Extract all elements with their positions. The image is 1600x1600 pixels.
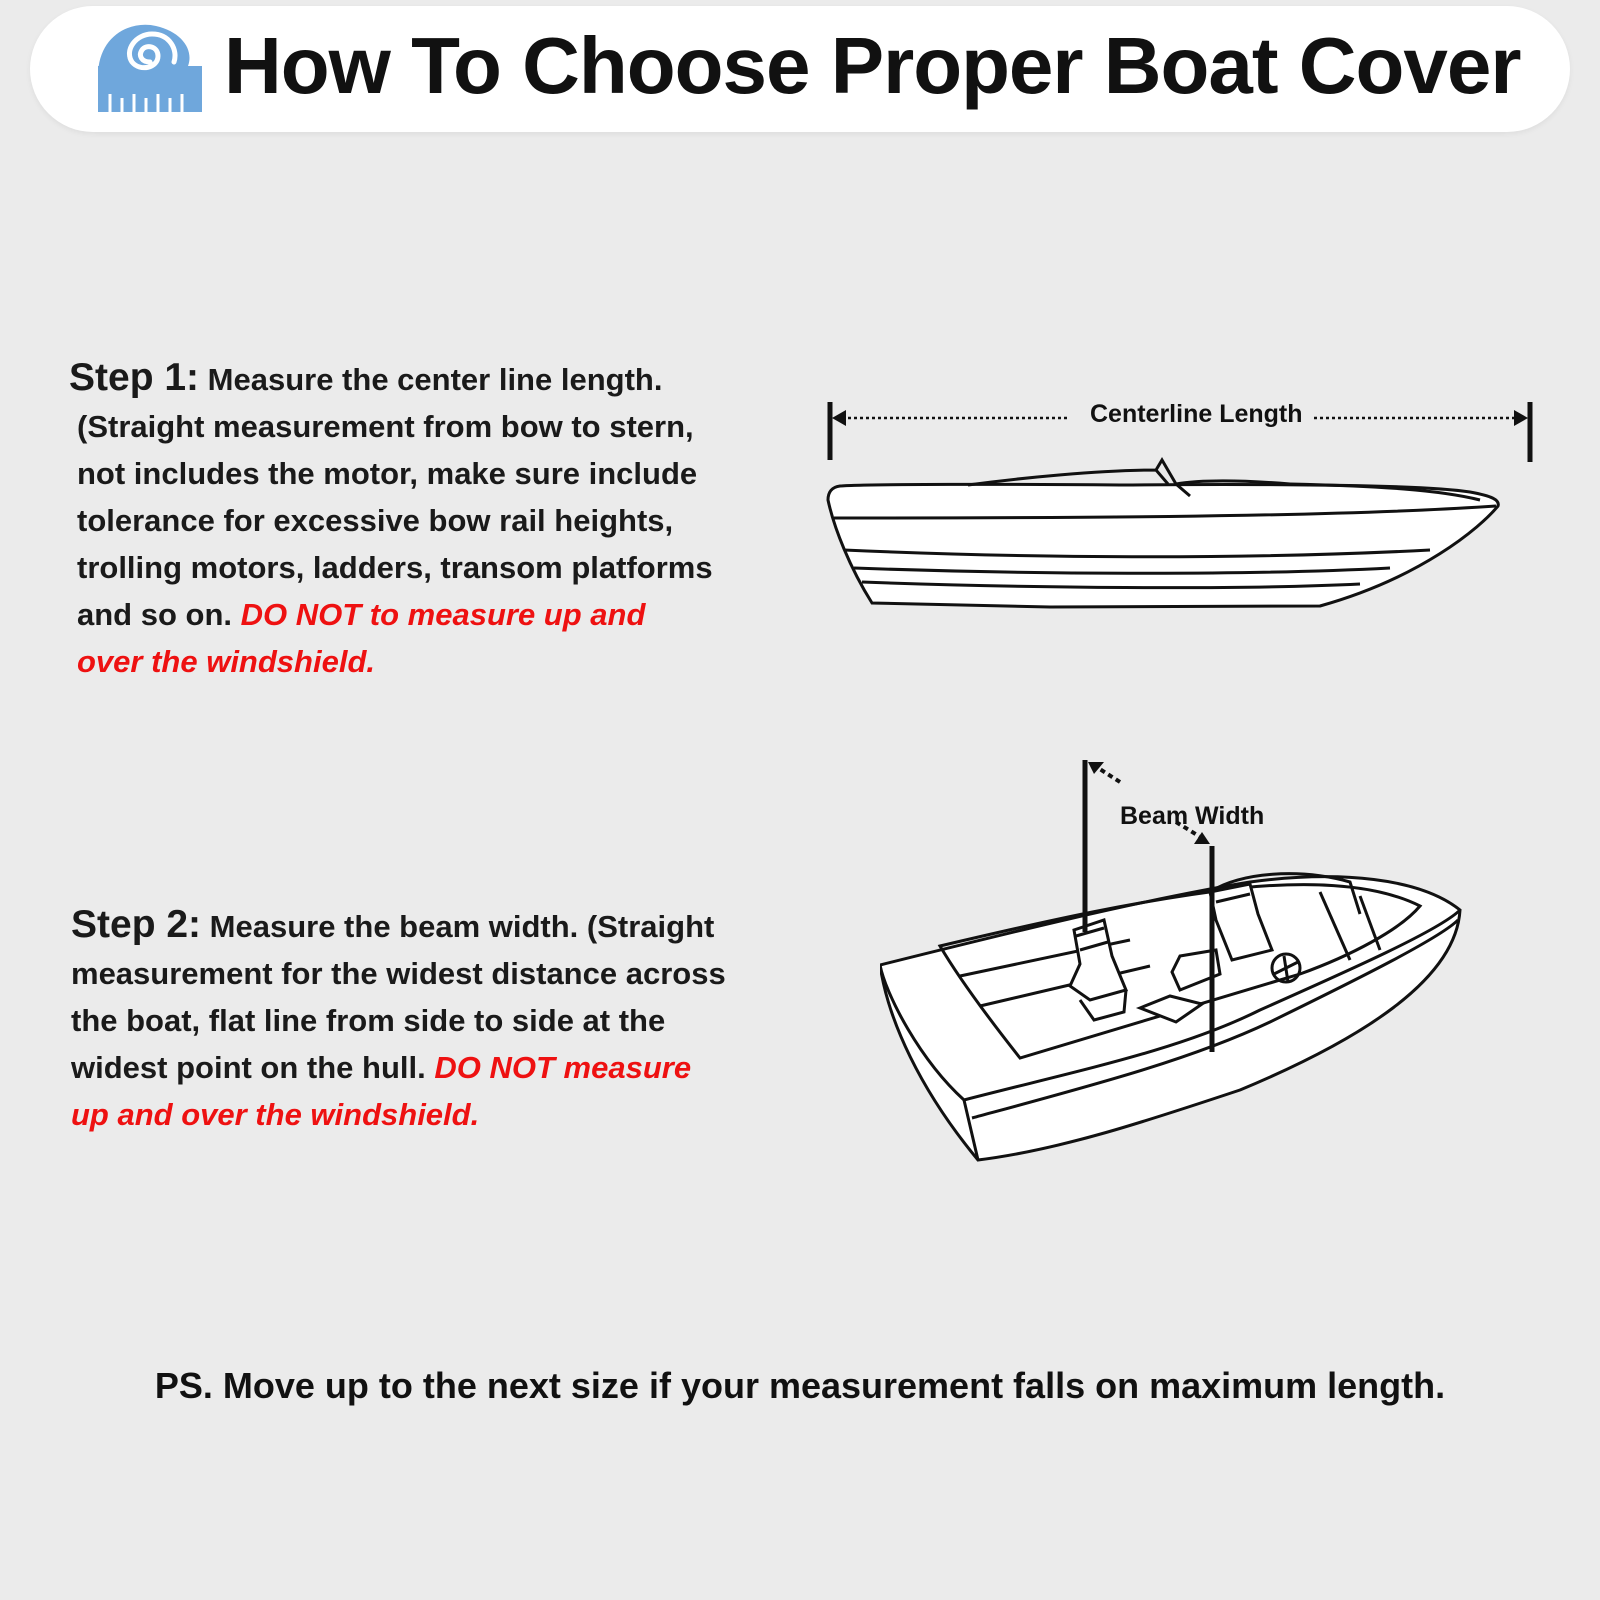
step-1-warning: DO NOT to measure up and	[240, 597, 646, 632]
beam-width-label: Beam Width	[1120, 802, 1265, 830]
footer-note: PS. Move up to the next size if your measurement falls on maximum length.	[154, 1365, 1446, 1406]
measuring-tape-icon	[90, 16, 210, 116]
step-1-line: and so on.	[77, 597, 232, 632]
step-2-heading: Step 2:	[71, 903, 202, 946]
step-2-line: the boat, flat line from side to side at the	[71, 1003, 666, 1038]
step-2-warning: DO NOT measure	[434, 1050, 692, 1085]
step-1-line: (Straight measurement from bow to stern,	[77, 409, 694, 444]
centerline-length-label: Centerline Length	[1082, 400, 1311, 429]
step-2-instructions	[71, 901, 791, 1138]
step-2-line: measurement for the widest distance across	[71, 956, 726, 991]
step-2-line: widest point on the hull.	[71, 1050, 426, 1085]
step-1-line: not includes the motor, make sure include	[77, 456, 698, 491]
step-1-line: tolerance for excessive bow rail heights,	[77, 503, 674, 538]
step-1-instructions	[69, 354, 769, 685]
page-title: How To Choose Proper Boat Cover	[224, 21, 1521, 110]
step-1-line: trolling motors, ladders, transom platforms	[77, 550, 713, 585]
step-1-heading: Step 1:	[69, 356, 200, 399]
step-1-line: Measure the center line length.	[207, 362, 663, 397]
step-2-warning: up and over the windshield.	[71, 1097, 480, 1132]
step-1-warning: over the windshield.	[77, 644, 375, 679]
step-2-line: Measure the beam width. (Straight	[209, 909, 715, 944]
